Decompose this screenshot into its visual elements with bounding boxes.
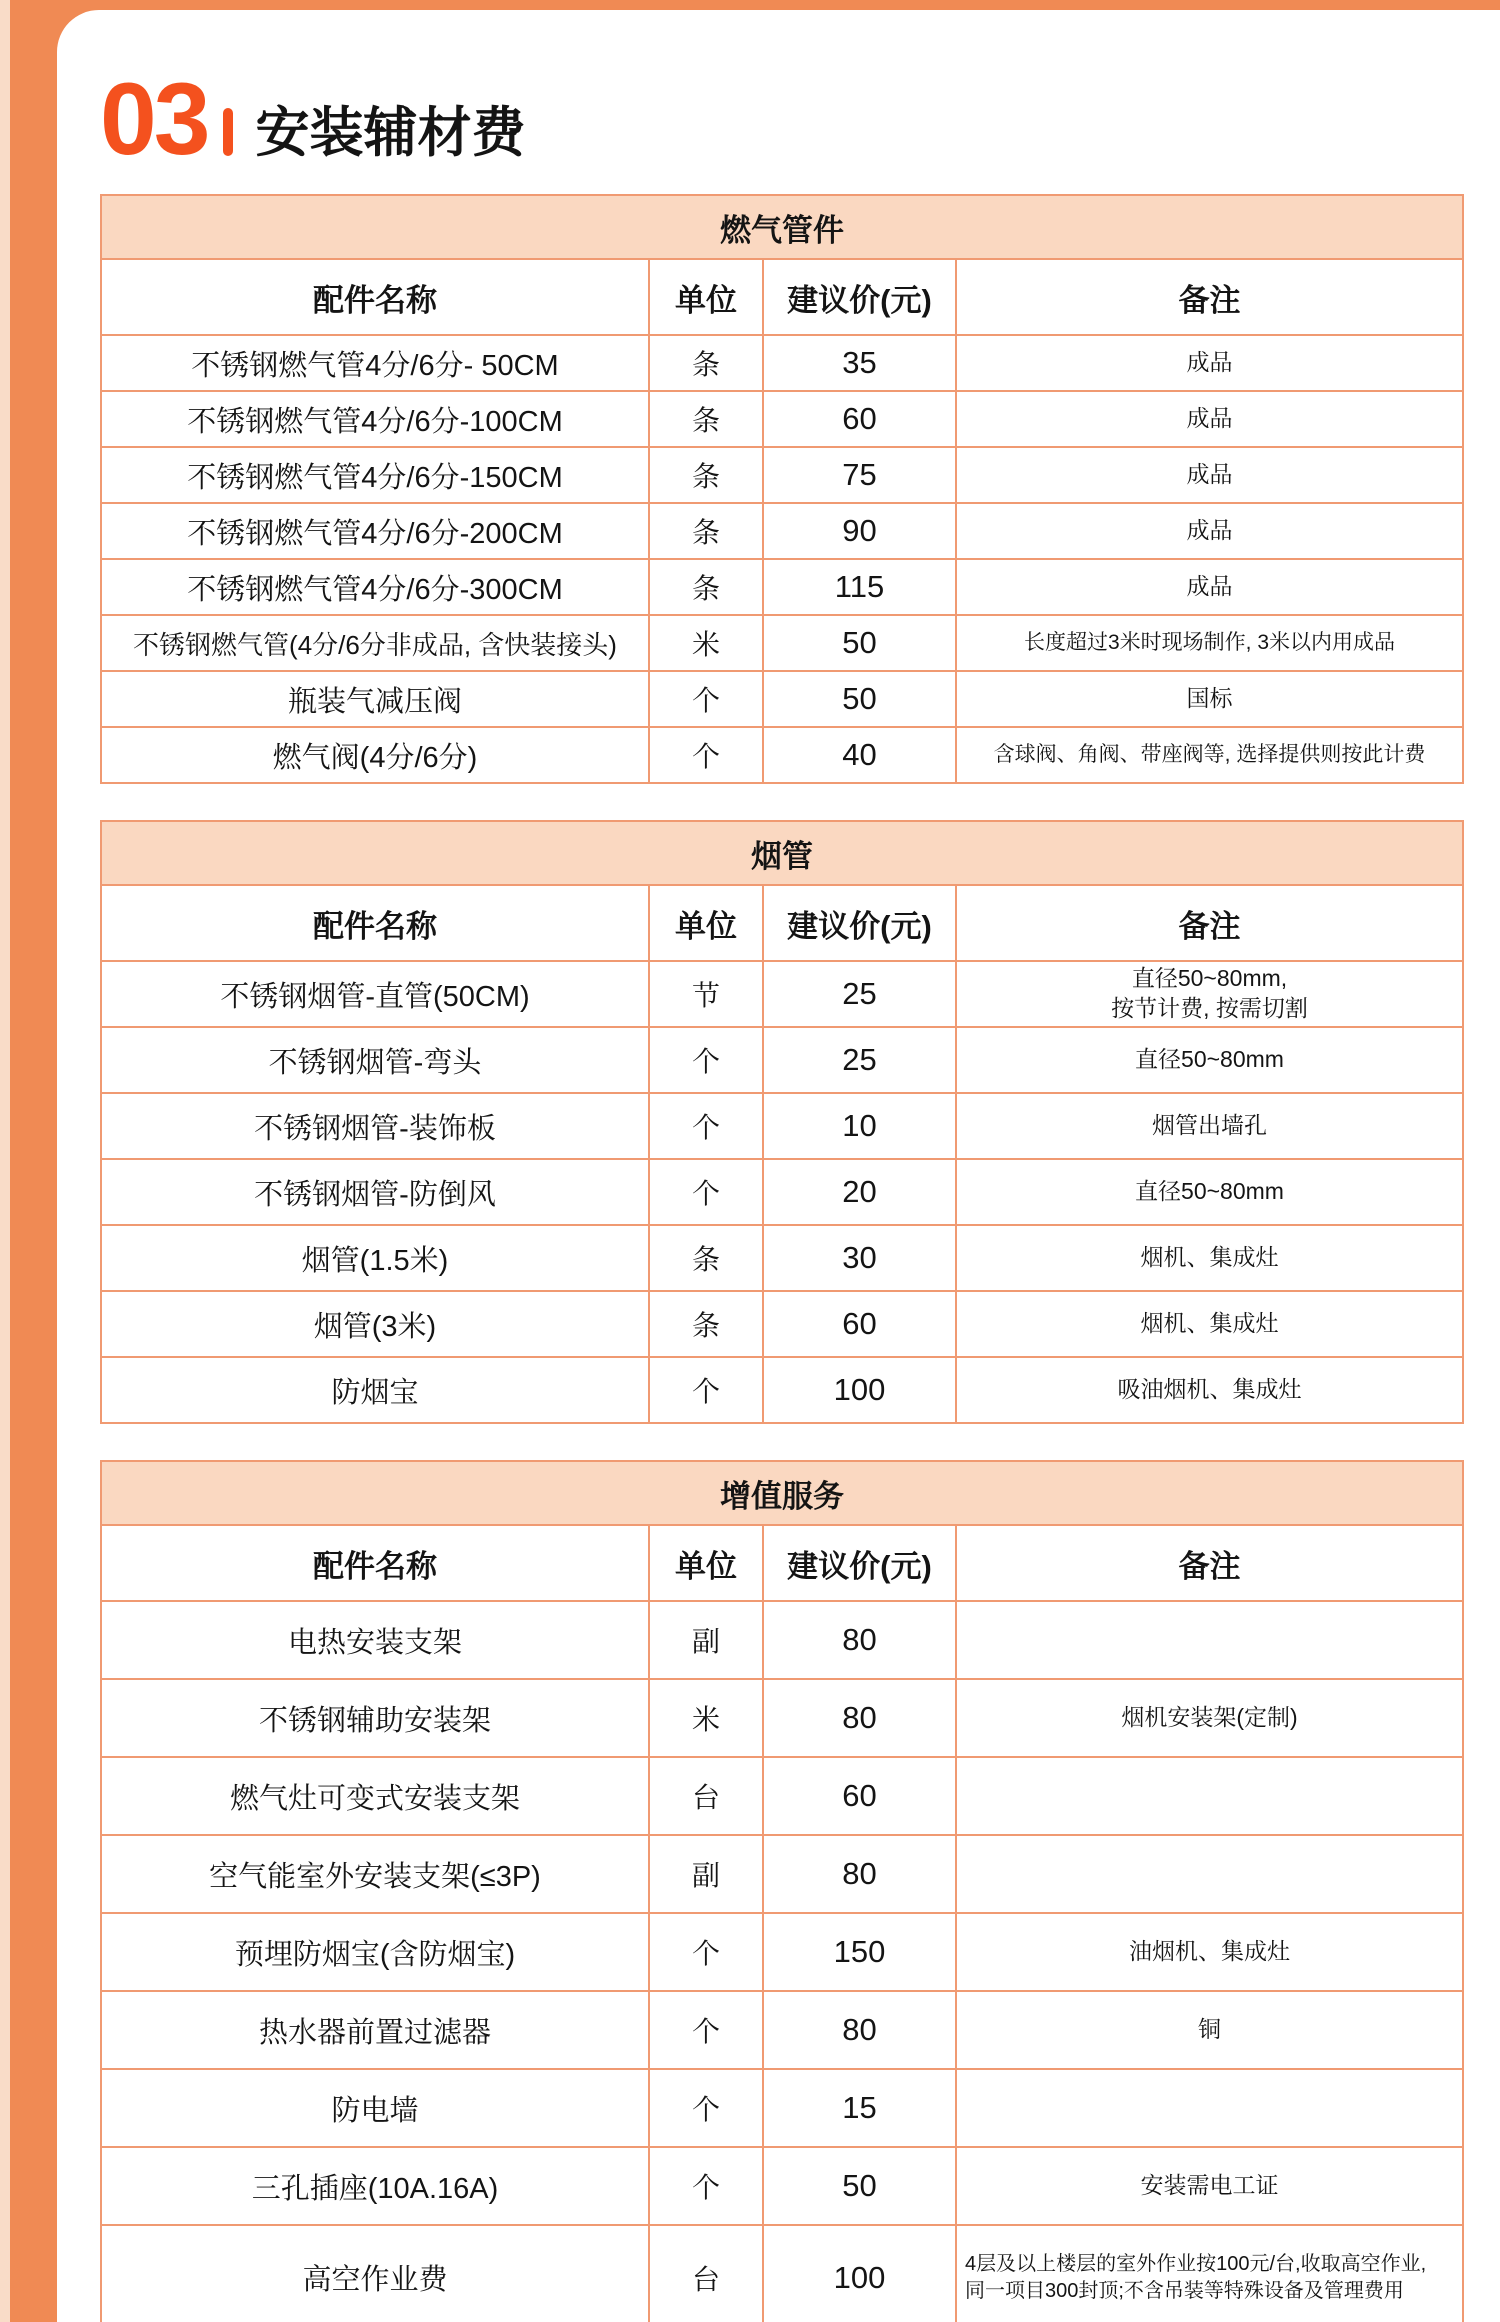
unit-cell: 个 [649,1093,763,1159]
value-added-services-table [100,1460,1464,2322]
price-cell: 35 [763,335,956,391]
left-edge-strip [0,0,10,2322]
unit-cell: 个 [649,727,763,783]
table-title: 烟管 [101,821,1463,885]
note-cell: 成品 [956,391,1463,447]
part-name-cell: 烟管(3米) [101,1291,649,1357]
part-name-cell: 不锈钢辅助安装架 [101,1679,649,1757]
price-cell: 50 [763,671,956,727]
part-name-cell: 预埋防烟宝(含防烟宝) [101,1913,649,1991]
column-header: 配件名称 [101,1525,649,1601]
table-row [101,1291,1463,1357]
part-name-cell: 瓶装气减压阀 [101,671,649,727]
note-line: 按节计费, 按需切割 [1111,995,1308,1021]
column-header: 建议价(元) [763,259,956,335]
table-row [101,1159,1463,1225]
table-row [101,727,1463,783]
column-header-row [101,259,1463,335]
content-page [57,10,1500,2322]
smoke-pipe-table [100,820,1464,1424]
table-row [101,1357,1463,1423]
unit-cell: 个 [649,1991,763,2069]
unit-cell: 条 [649,559,763,615]
column-header-row [101,1525,1463,1601]
table-title: 增值服务 [101,1461,1463,1525]
note-cell: 成品 [956,559,1463,615]
unit-cell: 米 [649,615,763,671]
price-cell: 75 [763,447,956,503]
note-cell [956,961,1463,1027]
part-name-cell: 不锈钢烟管-弯头 [101,1027,649,1093]
unit-cell: 个 [649,2069,763,2147]
price-cell: 40 [763,727,956,783]
table-row [101,1835,1463,1913]
unit-cell: 条 [649,1291,763,1357]
column-header: 配件名称 [101,259,649,335]
note-cell: 直径50~80mm [956,1027,1463,1093]
note-cell [956,2225,1463,2322]
table-row [101,2069,1463,2147]
table-title-row [101,1461,1463,1525]
unit-cell: 米 [649,1679,763,1757]
title-divider-bar [223,108,233,156]
note-cell [956,2069,1463,2147]
note-line: 同一项目300封顶;不含吊装等特殊设备及管理费用 [965,2279,1404,2302]
unit-cell: 副 [649,1601,763,1679]
unit-cell: 条 [649,503,763,559]
price-cell: 100 [763,1357,956,1423]
note-cell: 烟机安装架(定制) [956,1679,1463,1757]
part-name-cell: 防烟宝 [101,1357,649,1423]
note-line: 直径50~80mm, [1131,965,1288,992]
part-name-cell: 燃气阀(4分/6分) [101,727,649,783]
unit-cell: 个 [649,1357,763,1423]
note-cell [956,1757,1463,1835]
price-cell: 80 [763,1835,956,1913]
part-name-cell: 烟管(1.5米) [101,1225,649,1291]
part-name-cell: 电热安装支架 [101,1601,649,1679]
table-row [101,2225,1463,2322]
part-name-cell: 不锈钢燃气管4分/6分-300CM [101,559,649,615]
table-title-row [101,821,1463,885]
note-cell [956,1601,1463,1679]
price-cell: 115 [763,559,956,615]
part-name-cell: 热水器前置过滤器 [101,1991,649,2069]
table-row [101,1913,1463,1991]
price-cell: 60 [763,391,956,447]
note-cell: 铜 [956,1991,1463,2069]
table-row [101,615,1463,671]
price-cell: 80 [763,1991,956,2069]
price-cell: 30 [763,1225,956,1291]
unit-cell: 条 [649,1225,763,1291]
table-row [101,1601,1463,1679]
part-name-cell: 三孔插座(10A.16A) [101,2147,649,2225]
note-cell [956,1835,1463,1913]
column-header: 单位 [649,259,763,335]
table-row [101,335,1463,391]
note-cell: 安装需电工证 [956,2147,1463,2225]
note-cell: 油烟机、集成灶 [956,1913,1463,1991]
column-header: 备注 [956,885,1463,961]
note-cell: 烟机、集成灶 [956,1291,1463,1357]
price-cell: 60 [763,1291,956,1357]
price-cell: 100 [763,2225,956,2322]
part-name-cell: 高空作业费 [101,2225,649,2322]
column-header: 建议价(元) [763,1525,956,1601]
table-row [101,961,1463,1027]
unit-cell: 个 [649,671,763,727]
part-name-cell: 不锈钢烟管-防倒风 [101,1159,649,1225]
unit-cell: 条 [649,391,763,447]
table-row [101,1093,1463,1159]
table-title-row [101,195,1463,259]
table-row [101,1225,1463,1291]
unit-cell: 条 [649,447,763,503]
part-name-cell: 燃气灶可变式安装支架 [101,1757,649,1835]
price-cell: 15 [763,2069,956,2147]
table-row [101,503,1463,559]
unit-cell: 个 [649,1159,763,1225]
section-number: 03 [100,62,208,177]
note-cell: 成品 [956,447,1463,503]
unit-cell: 个 [649,2147,763,2225]
note-cell: 吸油烟机、集成灶 [956,1357,1463,1423]
note-line: 4层及以上楼层的室外作业按100元/台,收取高空作业, [965,2252,1427,2275]
price-cell: 20 [763,1159,956,1225]
part-name-cell: 不锈钢燃气管(4分/6分非成品, 含快装接头) [101,615,649,671]
column-header: 备注 [956,259,1463,335]
page-title: 安装辅材费 [255,103,526,163]
unit-cell: 条 [649,335,763,391]
note-cell: 含球阀、角阀、带座阀等, 选择提供则按此计费 [956,727,1463,783]
note-cell: 直径50~80mm [956,1159,1463,1225]
table-row [101,447,1463,503]
table-row [101,559,1463,615]
price-cell: 80 [763,1679,956,1757]
column-header: 单位 [649,885,763,961]
table-row [101,671,1463,727]
unit-cell: 台 [649,2225,763,2322]
table-row [101,1757,1463,1835]
part-name-cell: 空气能室外安装支架(≤3P) [101,1835,649,1913]
table-row [101,391,1463,447]
price-cell: 90 [763,503,956,559]
note-cell: 长度超过3米时现场制作, 3米以内用成品 [956,615,1463,671]
note-cell: 烟管出墙孔 [956,1093,1463,1159]
unit-cell: 个 [649,1913,763,1991]
table-title: 燃气管件 [101,195,1463,259]
part-name-cell: 防电墙 [101,2069,649,2147]
unit-cell: 台 [649,1757,763,1835]
price-cell: 80 [763,1601,956,1679]
section-header [100,56,1500,177]
part-name-cell: 不锈钢燃气管4分/6分-150CM [101,447,649,503]
unit-cell: 个 [649,1027,763,1093]
part-name-cell: 不锈钢燃气管4分/6分-100CM [101,391,649,447]
column-header-row [101,885,1463,961]
gas-fittings-table [100,194,1464,784]
column-header: 单位 [649,1525,763,1601]
table-row [101,1027,1463,1093]
table-row [101,1991,1463,2069]
note-cell: 成品 [956,503,1463,559]
price-cell: 10 [763,1093,956,1159]
unit-cell: 节 [649,961,763,1027]
part-name-cell: 不锈钢燃气管4分/6分-200CM [101,503,649,559]
table-row [101,1679,1463,1757]
unit-cell: 副 [649,1835,763,1913]
note-cell: 成品 [956,335,1463,391]
part-name-cell: 不锈钢烟管-装饰板 [101,1093,649,1159]
part-name-cell: 不锈钢烟管-直管(50CM) [101,961,649,1027]
note-cell: 国标 [956,671,1463,727]
price-cell: 150 [763,1913,956,1991]
note-cell: 烟机、集成灶 [956,1225,1463,1291]
table-row [101,2147,1463,2225]
part-name-cell: 不锈钢燃气管4分/6分- 50CM [101,335,649,391]
price-cell: 50 [763,2147,956,2225]
price-cell: 60 [763,1757,956,1835]
column-header: 建议价(元) [763,885,956,961]
price-cell: 50 [763,615,956,671]
price-cell: 25 [763,1027,956,1093]
column-header: 配件名称 [101,885,649,961]
column-header: 备注 [956,1525,1463,1601]
price-cell: 25 [763,961,956,1027]
